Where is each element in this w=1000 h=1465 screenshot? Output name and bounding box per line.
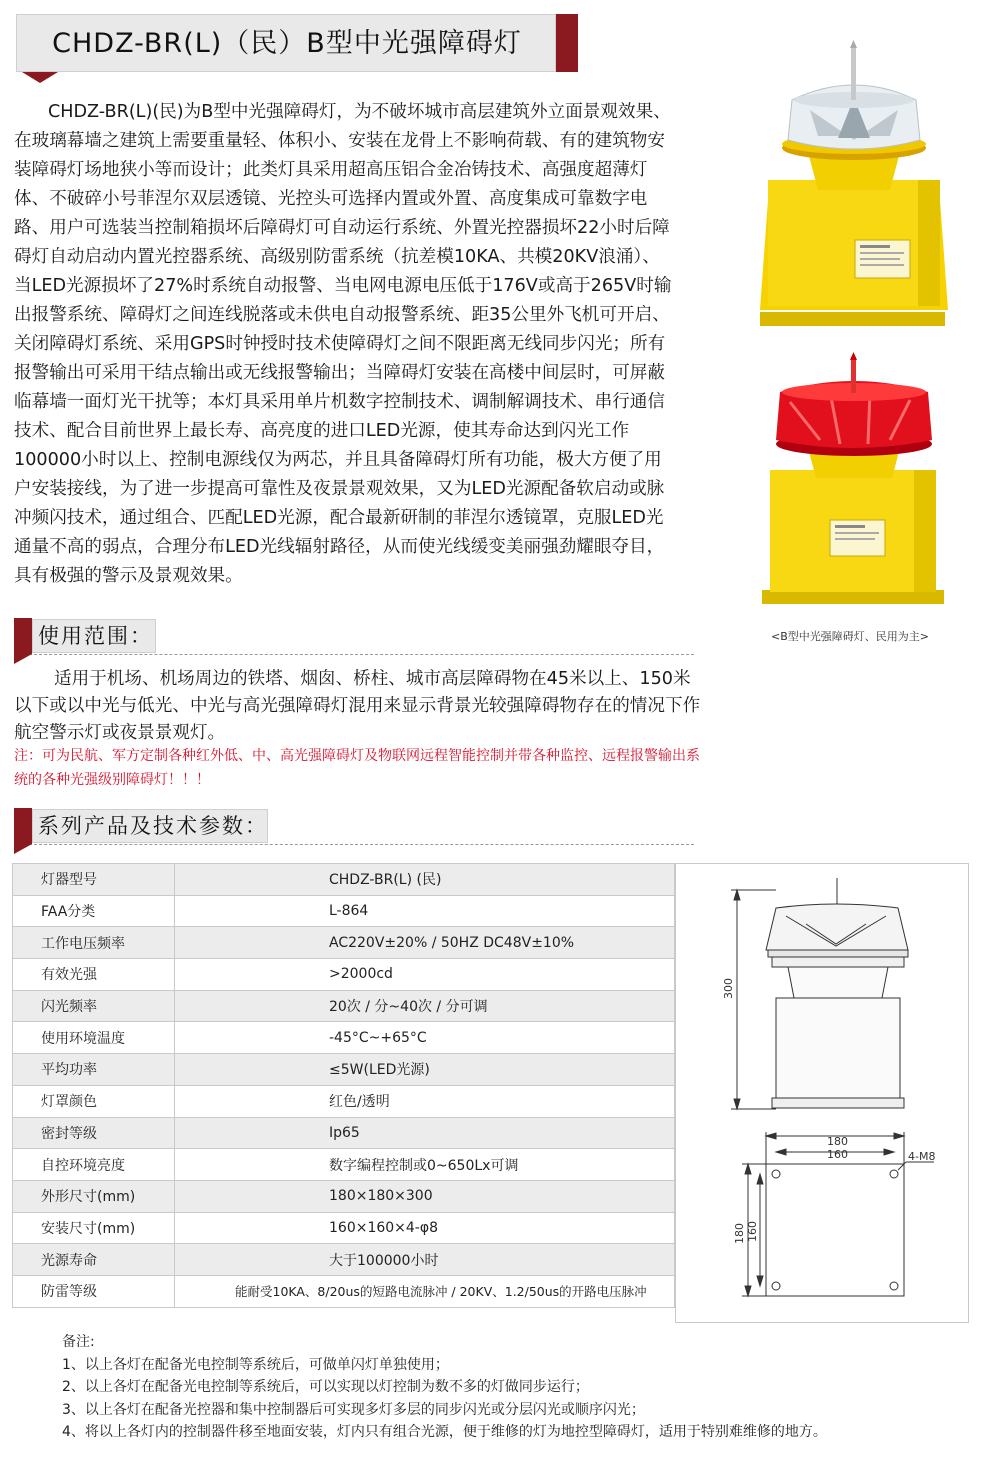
table-row (13, 1212, 675, 1244)
table-row (13, 990, 675, 1022)
table-row (13, 927, 675, 959)
usage-section-divider (14, 654, 694, 655)
spec-value: >2000cd (175, 959, 675, 991)
spec-value: 能耐受10KA、8/20us的短路电流脉冲 / 20KV、1.2/50us的开路电压脉冲 (175, 1275, 675, 1307)
spec-table (12, 863, 675, 1308)
height-dimension-label: 300 (722, 978, 735, 999)
table-row (13, 864, 675, 896)
title-banner (16, 14, 556, 72)
inner-side-label: 160 (746, 1221, 759, 1242)
title-accent-triangle (22, 72, 58, 83)
remark-item: 1、以上各灯在配备光电控制等系统后，可做单闪灯单独使用； (62, 1356, 449, 1373)
spec-key: 密封等级 (13, 1117, 175, 1149)
spec-value: AC220V±20% / 50HZ DC48V±10% (175, 927, 675, 959)
spec-key: 防雷等级 (13, 1275, 175, 1307)
table-row (13, 1022, 675, 1054)
spec-value: -45°C~+65°C (175, 1022, 675, 1054)
table-row (13, 1275, 675, 1307)
spec-value: 数字编程控制或0~650Lx可调 (175, 1149, 675, 1181)
table-row (13, 959, 675, 991)
intro-paragraph: CHDZ-BR(L)(民)为B型中光强障碍灯，为不破坏城市高层建筑外立面景观效果、在玻璃幕墙之建筑上需要重量轻、体积小、安装在龙骨上不影响荷载、有的建筑物安装障碍灯场地狭小等而设计；此类灯具采用超高压铝合金冶铸技术、高强度超薄灯体、不破碎小号菲涅尔双层透镜、光控头可选择内置或外置、高度集成可靠数字电路、用户可选装当控制箱损坏后障碍灯可自动运行系统、外置光控器损坏22小时后障碍灯自动启动内置光控器系统、高级别防雷系统（抗差模10KA、共模20KV浪涌）、当LED光源损坏了27%时系统自动报警、当电网电源电压低于176V或高于265V时输出报警系统、障碍灯之间连线脱落或未供电自动报警系统、距35公里外飞机可开启、关闭障碍灯系统、采用GPS时钟授时技术使障碍灯之间不限距离无线同步闪光；所有报警输出可采用干结点输出或无线报警输出；当障碍灯安装在高楼中间层时，可屏蔽临幕墙一面灯光干扰等；本灯具采用单片机数字控制技术、调制解调技术、串行通信技术、配合目前世界上最长寿、高亮度的进口LED光源，使其寿命达到闪光工作100000小时以上、控制电源线仅为两芯，并且具备障碍灯所有功能，极大方便了用户安装接线，为了进一步提高可靠性及夜景景观效果，又为LED光源配备软启动或脉冲频闪技术，通过组合、匹配LED光源，配合最新研制的菲涅尔透镜罩，克服LED光通量不高的弱点，合理分布LED光线辐射路径，从而使光线缓变美丽强劲耀眼夺目，具有极强的警示及景观效果。 (14, 102, 672, 586)
usage-text: 适用于机场、机场周边的铁塔、烟囱、桥柱、城市高层障碍物在45米以上、150米以下或以中光与低光、中光与高光强障碍灯混用来显示背景光较强障碍物存在的情况下作航空警示灯或夜景景观灯。 (14, 669, 701, 743)
spec-key: 有效光强 (13, 959, 175, 991)
remark-item: 4、将以上各灯内的控制器件移至地面安装，灯内只有组合光源，便于维修的灯为地控型障碍灯，适用于特别难维修的地方。 (62, 1424, 827, 1440)
spec-key: 灯罩颜色 (13, 1085, 175, 1117)
spec-value: CHDZ-BR(L) (民) (175, 864, 675, 896)
spec-key: 平均功率 (13, 1054, 175, 1086)
usage-section-title: 使用范围： (38, 624, 153, 648)
page-title: CHDZ-BR(L)（民）B型中光强障碍灯 (52, 28, 522, 59)
table-row (13, 1149, 675, 1181)
remarks-block (62, 1331, 962, 1444)
spec-key: 灯器型号 (13, 864, 175, 896)
dimension-drawing (676, 864, 970, 1324)
table-row (13, 1117, 675, 1149)
usage-section-bar (14, 618, 32, 654)
table-row (13, 1180, 675, 1212)
spec-key: 外形尺寸(mm) (13, 1180, 175, 1212)
usage-section-triangle (14, 654, 32, 664)
spec-key: 自控环境亮度 (13, 1149, 175, 1181)
spec-key: FAA分类 (13, 895, 175, 927)
outer-width-label: 180 (827, 1135, 848, 1148)
spec-key: 安装尺寸(mm) (13, 1212, 175, 1244)
spec-value: 160×160×4-φ8 (175, 1212, 675, 1244)
spec-value: ≤5W(LED光源) (175, 1054, 675, 1086)
specs-section-triangle (14, 844, 32, 854)
remark-item: 3、以上各灯在配备光控器和集中控制器后可实现多灯多层的同步闪光或分层闪光或顺序闪光； (62, 1401, 645, 1418)
product-image-clear-lamp (750, 40, 950, 340)
title-accent-bar (556, 14, 578, 72)
spec-value: 红色/透明 (175, 1085, 675, 1117)
remark-item: 2、以上各灯在配备光电控制等系统后，可以实现以灯控制为数不多的灯做同步运行； (62, 1379, 589, 1395)
table-row (13, 1054, 675, 1086)
specs-section-title: 系列产品及技术参数： (38, 814, 268, 838)
spec-key: 闪光频率 (13, 990, 175, 1022)
spec-value: 180×180×300 (175, 1180, 675, 1212)
spec-key: 工作电压频率 (13, 927, 175, 959)
image-caption: <B型中光强障碍灯、民用为主> (771, 630, 929, 643)
usage-text-block (14, 666, 704, 747)
spec-value: Ip65 (175, 1117, 675, 1149)
spec-key: 使用环境温度 (13, 1022, 175, 1054)
specs-section-divider (14, 844, 694, 845)
outer-side-label: 180 (733, 1223, 746, 1244)
spec-key: 光源寿命 (13, 1244, 175, 1276)
inner-width-label: 160 (827, 1148, 848, 1161)
table-row (13, 1085, 675, 1117)
spec-value: 大于100000小时 (175, 1244, 675, 1276)
custom-order-note: 注：可为民航、军方定制各种红外低、中、高光强障碍灯及物联网远程智能控制并带各种监控、远程报警输出系统的各种光强级别障碍灯！！！ (14, 748, 700, 788)
specs-section-bar (14, 808, 32, 844)
spec-value: 20次 / 分~40次 / 分可调 (175, 990, 675, 1022)
remarks-title: 备注: (62, 1334, 95, 1350)
mounting-hole-label: 4-M8 (908, 1150, 936, 1163)
product-image-red-lamp (750, 352, 950, 620)
table-row (13, 1244, 675, 1276)
spec-value: L-864 (175, 895, 675, 927)
dimension-drawing-panel (675, 863, 969, 1323)
table-row (13, 895, 675, 927)
